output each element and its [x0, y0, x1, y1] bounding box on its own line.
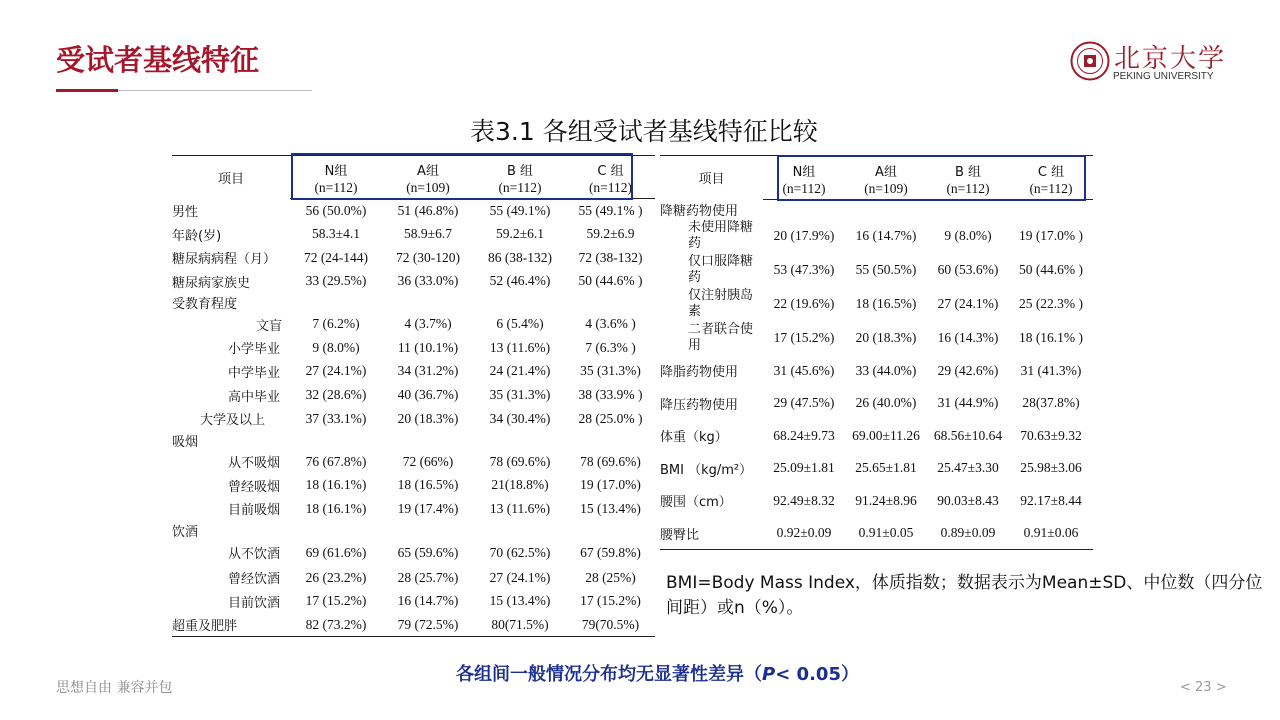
group-n-cell: (n=109) — [382, 179, 474, 199]
table-cell: 19 (17.4%) — [397, 500, 459, 516]
group-n-cell: (n=112) — [566, 179, 655, 199]
table-cell — [763, 200, 845, 219]
table-cell: 25 (22.3% ) — [1018, 295, 1084, 311]
table-caption: 表3.1 各组受试者基线特征比较 — [470, 117, 818, 146]
row-label: 年龄(岁) — [172, 228, 222, 244]
table-cell — [927, 200, 1009, 219]
table-cell: 0.91±0.06 — [1009, 517, 1093, 550]
row-label: 饮酒 — [172, 524, 199, 540]
row-label: 腰围（cm） — [660, 495, 732, 511]
page-number: < 23 > — [1180, 680, 1227, 695]
group-name-cell: B 组 — [927, 156, 1009, 180]
table-cell: 70 (62.5%) — [489, 544, 551, 560]
table-cell: 28 (25%) — [585, 569, 636, 585]
table-cell: 20 (17.9%) — [773, 227, 835, 243]
table-row — [660, 219, 1093, 253]
table-cell: 78 (69.6%) — [580, 453, 641, 469]
table-cell: 19 (17.0%) — [580, 477, 641, 493]
baseline-table-left — [172, 155, 655, 637]
table-cell — [566, 293, 655, 312]
table-row — [660, 452, 1093, 485]
row-label: 从不饮酒 — [228, 547, 281, 563]
table-cell: 70.63±9.32 — [1020, 427, 1082, 443]
baseline-table-right — [660, 155, 1093, 550]
table-cell: 53 (47.3%) — [773, 261, 835, 277]
row-label: 二者联合使用 — [688, 321, 754, 353]
table-cell — [382, 431, 474, 450]
footer-motto: 思想自由 兼容并包 — [56, 680, 173, 696]
group-n-cell: (n=112) — [290, 179, 382, 199]
row-label: 降糖药物使用 — [660, 203, 739, 219]
table-cell: 27 (24.1%) — [305, 363, 367, 379]
table-cell: 16 (14.3%) — [937, 329, 999, 345]
table-row — [172, 312, 655, 336]
table-cell: 31 (41.3%) — [1020, 362, 1082, 378]
row-label: 吸烟 — [172, 434, 199, 450]
table-cell: 67 (59.8%) — [580, 544, 641, 560]
table-cell: 13 (11.6%) — [489, 339, 551, 355]
table-cell: 28 (25.7%) — [397, 569, 459, 585]
table-row — [172, 613, 655, 637]
row-label: 从不吸烟 — [228, 456, 281, 472]
table-cell: 34 (31.2%) — [397, 363, 459, 379]
table-cell: 15 (13.4%) — [489, 593, 551, 609]
table-cell: 19 (17.0% ) — [1018, 227, 1084, 243]
row-label: 糖尿病家族史 — [172, 275, 251, 291]
title-accent-bar — [56, 89, 118, 92]
table-cell: 60 (53.6%) — [937, 261, 999, 277]
table-cell: 28(37.8%) — [1022, 395, 1080, 411]
table-row — [172, 450, 655, 474]
group-name-cell: N组 — [763, 156, 845, 180]
table-cell: 35 (31.3%) — [489, 387, 551, 403]
table-cell — [382, 521, 474, 540]
table-row — [660, 485, 1093, 518]
table-cell: 18 (16.1% ) — [1018, 329, 1084, 345]
table-cell: 25.47±3.30 — [937, 460, 999, 476]
table-row — [172, 383, 655, 407]
table-cell: 17 (15.2%) — [305, 593, 367, 609]
row-label: 降脂药物使用 — [660, 365, 739, 381]
table-row — [660, 287, 1093, 321]
group-n-cell: (n=112) — [1009, 180, 1093, 200]
row-label: 腰臀比 — [660, 517, 763, 550]
group-name-cell: A组 — [845, 156, 927, 180]
table-cell — [382, 293, 474, 312]
table-cell: 86 (38-132) — [487, 249, 553, 265]
table-footnote: BMI=Body Mass Index，体质指数；数据表示为Mean±SD、中位数（四分位间距）或n（%）。 — [666, 573, 1263, 618]
table-cell: 20 (18.3%) — [397, 410, 459, 426]
conclusion-text — [456, 660, 859, 686]
table-cell — [845, 200, 927, 219]
table-cell — [290, 293, 382, 312]
table-cell: 17 (15.2%) — [773, 329, 835, 345]
table-cell: 15 (13.4%) — [580, 500, 641, 516]
table-cell: 22 (19.6%) — [773, 295, 835, 311]
conclusion-p-symbol: P — [762, 664, 776, 685]
table-cell — [566, 431, 655, 450]
table-row — [172, 521, 655, 540]
row-label: 目前饮酒 — [228, 595, 281, 611]
row-label: 男性 — [172, 204, 199, 220]
table-row — [172, 360, 655, 384]
header-item-cell: 项目 — [660, 156, 763, 200]
table-cell — [566, 521, 655, 540]
table-cell: 0.89±0.09 — [927, 517, 1009, 550]
row-label: 仅口服降糖药 — [688, 253, 754, 285]
table-cell: 40 (36.7%) — [397, 387, 459, 403]
table-cell: 58.3±4.1 — [312, 226, 360, 242]
table-row — [172, 407, 655, 431]
table-cell: 34 (30.4%) — [489, 410, 551, 426]
table-cell: 33 (44.0%) — [855, 362, 917, 378]
row-label: 中学毕业 — [228, 365, 281, 381]
table-cell: 76 (67.8%) — [305, 453, 367, 469]
table-cell: 91.24±8.96 — [855, 492, 917, 508]
table-row — [172, 246, 655, 270]
table-cell: 55 (49.1%) — [489, 202, 551, 218]
group-name-cell: C 组 — [1009, 156, 1093, 180]
group-n-cell: (n=109) — [845, 180, 927, 200]
table-cell: 68.24±9.73 — [773, 427, 835, 443]
table-cell: 32 (28.6%) — [305, 387, 367, 403]
table-cell: 17 (15.2%) — [580, 593, 641, 609]
table-cell: 13 (11.6%) — [489, 500, 551, 516]
table-row — [172, 336, 655, 360]
table-cell: 6 (5.4%) — [496, 316, 544, 332]
table-cell — [290, 521, 382, 540]
table-cell: 69.00±11.26 — [852, 427, 920, 443]
row-label: BMI （kg/m²） — [660, 462, 753, 478]
row-label: 未使用降糖药 — [688, 219, 754, 251]
table-row — [172, 270, 655, 294]
row-label: 受教育程度 — [172, 297, 238, 313]
table-cell: 18 (16.1%) — [305, 500, 367, 516]
table-cell: 4 (3.7%) — [404, 316, 452, 332]
table-cell: 38 (33.9% ) — [578, 387, 643, 403]
table-cell: 72 (66%) — [402, 453, 454, 469]
table-cell: 55 (50.5%) — [855, 261, 917, 277]
row-label: 曾经饮酒 — [228, 572, 281, 588]
table-cell: 9 (8.0%) — [312, 339, 360, 355]
table-cell: 50 (44.6% ) — [578, 273, 643, 289]
table-cell: 25.98±3.06 — [1020, 460, 1082, 476]
group-name-cell: A组 — [382, 156, 474, 179]
group-name-cell: B 组 — [474, 156, 566, 179]
table-cell: 26 (40.0%) — [855, 395, 917, 411]
group-name-cell: C 组 — [566, 156, 655, 179]
row-label: 超重及肥胖 — [172, 613, 290, 637]
group-n-cell: (n=112) — [927, 180, 1009, 200]
row-label: 仅注射胰岛素 — [688, 287, 754, 319]
table-cell: 51 (46.8%) — [397, 202, 459, 218]
table-cell: 68.56±10.64 — [933, 427, 1003, 443]
table-row — [660, 200, 1093, 219]
table-cell: 78 (69.6%) — [489, 453, 551, 469]
row-label: 小学毕业 — [228, 342, 281, 358]
table-cell: 92.17±8.44 — [1020, 492, 1082, 508]
table-cell — [290, 431, 382, 450]
table-cell: 35 (31.3%) — [580, 363, 641, 379]
table-cell: 72 (24-144) — [303, 249, 369, 265]
table-cell: 33 (29.5%) — [305, 273, 367, 289]
row-label: 文盲 — [256, 318, 283, 334]
table-cell: 65 (59.6%) — [397, 544, 459, 560]
table-row — [172, 199, 655, 223]
slide-title: 受试者基线特征 — [56, 43, 260, 77]
table-cell: 56 (50.0%) — [305, 202, 367, 218]
table-cell: 59.2±6.9 — [586, 226, 635, 242]
table-row — [172, 566, 655, 590]
table-cell: 16 (14.7%) — [855, 227, 917, 243]
table-cell: 72 (38-132) — [578, 249, 643, 265]
table-cell: 90.03±8.43 — [937, 492, 999, 508]
logo-calligraphy: 北京大学 — [1114, 44, 1227, 74]
table-cell: 31 (44.9%) — [937, 395, 999, 411]
title-divider-line — [118, 90, 312, 91]
table-cell: 21(18.8%) — [491, 477, 549, 493]
table-cell: 29 (47.5%) — [773, 395, 835, 411]
table-row — [172, 222, 655, 246]
table-cell: 59.2±6.1 — [496, 226, 544, 242]
table-cell: 72 (30-120) — [395, 249, 461, 265]
row-label: 糖尿病病程（月） — [172, 252, 277, 268]
table-row — [172, 473, 655, 497]
table-cell — [474, 521, 566, 540]
table-cell: 27 (24.1%) — [489, 569, 551, 585]
table-cell: 79(70.5%) — [566, 613, 655, 637]
table-cell: 7 (6.3% ) — [585, 339, 636, 355]
group-n-cell: (n=112) — [474, 179, 566, 199]
table-row — [660, 355, 1093, 388]
table-cell: 26 (23.2%) — [305, 569, 367, 585]
conclusion-main: 各组间一般情况分布均无显著性差异（ — [456, 664, 762, 685]
table-cell: 36 (33.0%) — [397, 273, 459, 289]
table-row — [172, 497, 655, 521]
row-label: 高中毕业 — [228, 389, 281, 405]
table-cell: 25.09±1.81 — [773, 460, 835, 476]
group-header-highlight-box — [777, 155, 1086, 201]
table-row — [660, 517, 1093, 550]
table-cell: 79 (72.5%) — [382, 613, 474, 637]
table-cell: 0.91±0.05 — [845, 517, 927, 550]
table-cell: 20 (18.3%) — [855, 329, 917, 345]
table-cell: 28 (25.0% ) — [578, 410, 643, 426]
header-item-cell: 项目 — [172, 156, 290, 199]
table-cell: 50 (44.6% ) — [1018, 261, 1084, 277]
conclusion-threshold: < 0.05） — [775, 664, 859, 685]
university-seal-icon — [1070, 41, 1110, 81]
table-cell: 7 (6.2%) — [312, 316, 360, 332]
table-cell: 11 (10.1%) — [397, 339, 459, 355]
table-cell: 24 (21.4%) — [489, 363, 551, 379]
table-cell: 25.65±1.81 — [855, 460, 917, 476]
table-row — [172, 431, 655, 450]
logo-english-name: PEKING UNIVERSITY — [1113, 71, 1214, 82]
table-cell: 37 (33.1%) — [305, 410, 367, 426]
table-cell — [474, 293, 566, 312]
table-row — [660, 420, 1093, 453]
table-cell: 4 (3.6% ) — [585, 316, 636, 332]
table-cell: 16 (14.7%) — [397, 593, 459, 609]
row-label: 体重（kg） — [660, 430, 728, 446]
row-label: 目前吸烟 — [228, 503, 281, 519]
group-name-cell: N组 — [290, 156, 382, 179]
row-label: 曾经吸烟 — [228, 479, 281, 495]
row-label: 大学及以上 — [200, 413, 266, 429]
table-cell: 0.92±0.09 — [763, 517, 845, 550]
group-n-cell: (n=112) — [763, 180, 845, 200]
table-cell: 18 (16.5%) — [397, 477, 459, 493]
table-row — [660, 253, 1093, 287]
table-row — [660, 387, 1093, 420]
table-cell: 31 (45.6%) — [773, 362, 835, 378]
table-cell — [1009, 200, 1093, 219]
table-row — [660, 321, 1093, 355]
table-cell: 18 (16.5%) — [855, 295, 917, 311]
table-cell — [474, 431, 566, 450]
table-cell: 27 (24.1%) — [937, 295, 999, 311]
table-row — [172, 540, 655, 566]
table-cell: 82 (73.2%) — [290, 613, 382, 637]
table-cell: 52 (46.4%) — [489, 273, 551, 289]
table-cell: 9 (8.0%) — [944, 227, 992, 243]
table-cell: 58.9±6.7 — [404, 226, 452, 242]
table-cell: 92.49±8.32 — [773, 492, 835, 508]
group-header-highlight-box — [291, 153, 633, 200]
table-row — [172, 589, 655, 613]
table-cell: 69 (61.6%) — [305, 544, 367, 560]
row-label: 降压药物使用 — [660, 397, 739, 413]
table-cell: 55 (49.1% ) — [578, 202, 643, 218]
table-cell: 80(71.5%) — [474, 613, 566, 637]
table-row — [172, 293, 655, 312]
table-cell: 18 (16.1%) — [305, 477, 367, 493]
table-cell: 29 (42.6%) — [937, 362, 999, 378]
university-logo — [1070, 38, 1235, 88]
